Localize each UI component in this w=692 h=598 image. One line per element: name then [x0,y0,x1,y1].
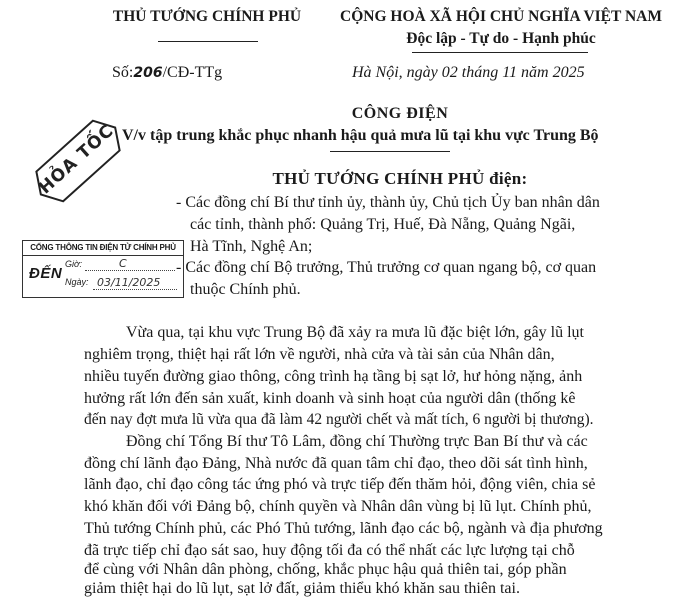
document-number [112,64,222,82]
body-line: đồng chí lãnh đạo Đảng, Nhà nước đã quan tâm chỉ đạo, theo dõi sát tình hình, [84,455,588,472]
national-title: CỘNG HOÀ XÃ HỘI CHỦ NGHĨA VIỆT NAM [340,8,662,25]
urgent-stamp [24,109,132,213]
urgent-stamp-text: HỎA TỐC [35,120,119,199]
national-motto: Độc lập - Tự do - Hạnh phúc [406,30,596,47]
org-underline [158,41,258,42]
body-line: để cùng với Nhân dân phòng, chống, khắc phục hậu quả thiên tai, góp phần [84,561,567,578]
body-line: đến nay đợt mưa lũ vừa qua đã làm 42 người chết và mất tích, 6 người bị thương). [84,411,594,428]
received-stamp-den: ĐẾN [29,265,63,282]
body-line: nghiêm trọng, thiệt hại rất lớn về người, nhà cửa và tài sản của Nhân dân, [84,346,555,363]
body-line: Đồng chí Tổng Bí thư Tô Lâm, đồng chí Thường trực Ban Bí thư và các [126,433,588,450]
document-type: CÔNG ĐIỆN [351,105,449,122]
doc-no-handwritten: 206 [133,65,163,81]
recipient-line: thuộc Chính phủ. [190,281,301,298]
doc-no-prefix: Số: [112,64,134,81]
subject-underline [330,151,450,152]
received-time-label: Giờ: [65,259,82,269]
received-date-value: 03/11/2025 [97,276,161,289]
received-date-dots [93,289,177,290]
received-time-value: C [119,257,127,270]
recipient-line: Hà Tĩnh, Nghệ An; [190,238,313,255]
body-line: nhiều tuyến đường giao thông, công trình hạ tầng bị sạt lở, hư hỏng nặng, ảnh [84,368,583,385]
body-line: Vừa qua, tại khu vực Trung Bộ đã xảy ra mưa lũ đặc biệt lớn, gây lũ lụt [126,324,584,341]
received-time-dots [85,270,175,271]
recipient-line: - Các đồng chí Bí thư tỉnh ủy, thành ủy, Chủ tịch Ủy ban nhân dân [176,194,600,211]
body-line: khó khăn đối với Đảng bộ, chính quyền và Nhân dân vùng bị lũ lụt. Chính phủ, [84,498,592,515]
received-stamp-header: CỔNG THÔNG TIN ĐIỆN TỬ CHÍNH PHỦ [23,241,183,256]
issuing-org-name: THỦ TƯỚNG CHÍNH PHỦ [112,8,302,25]
body-line: Thủ tướng Chính phủ, các Phó Thủ tướng, lãnh đạo các bộ, ngành và địa phương [84,520,603,537]
body-line: đã trực tiếp chỉ đạo sát sao, huy động tối đa có thể nhất các lực lượng tại chỗ [84,542,575,559]
document-subject: V/v tập trung khắc phục nhanh hậu quả mưa lũ tại khu vực Trung Bộ [122,127,599,144]
received-stamp [22,240,184,298]
recipient-line: - Các đồng chí Bộ trưởng, Thủ trưởng cơ quan ngang bộ, cơ quan [176,259,597,276]
place-and-date: Hà Nội, ngày 02 tháng 11 năm 2025 [352,64,585,81]
body-line: hưởng rất lớn đến sản xuất, kinh doanh và sinh hoạt của người dân (thống kê [84,390,576,407]
body-line: giảm thiệt hại do lũ lụt, sạt lở đất, giảm thiểu khó khăn sau thiên tai. [84,580,520,597]
sender-line: THỦ TƯỚNG CHÍNH PHỦ điện: [272,169,528,188]
recipient-line: các tỉnh, thành phố: Quảng Trị, Huế, Đà Nẵng, Quảng Ngãi, [190,216,576,233]
body-line: lãnh đạo, chỉ đạo công tác ứng phó và trực tiếp đến thăm hỏi, động viên, chia sẻ [84,476,596,493]
doc-no-suffix: /CĐ-TTg [162,64,223,81]
motto-underline [412,52,588,53]
received-date-label: Ngày: [65,277,89,287]
